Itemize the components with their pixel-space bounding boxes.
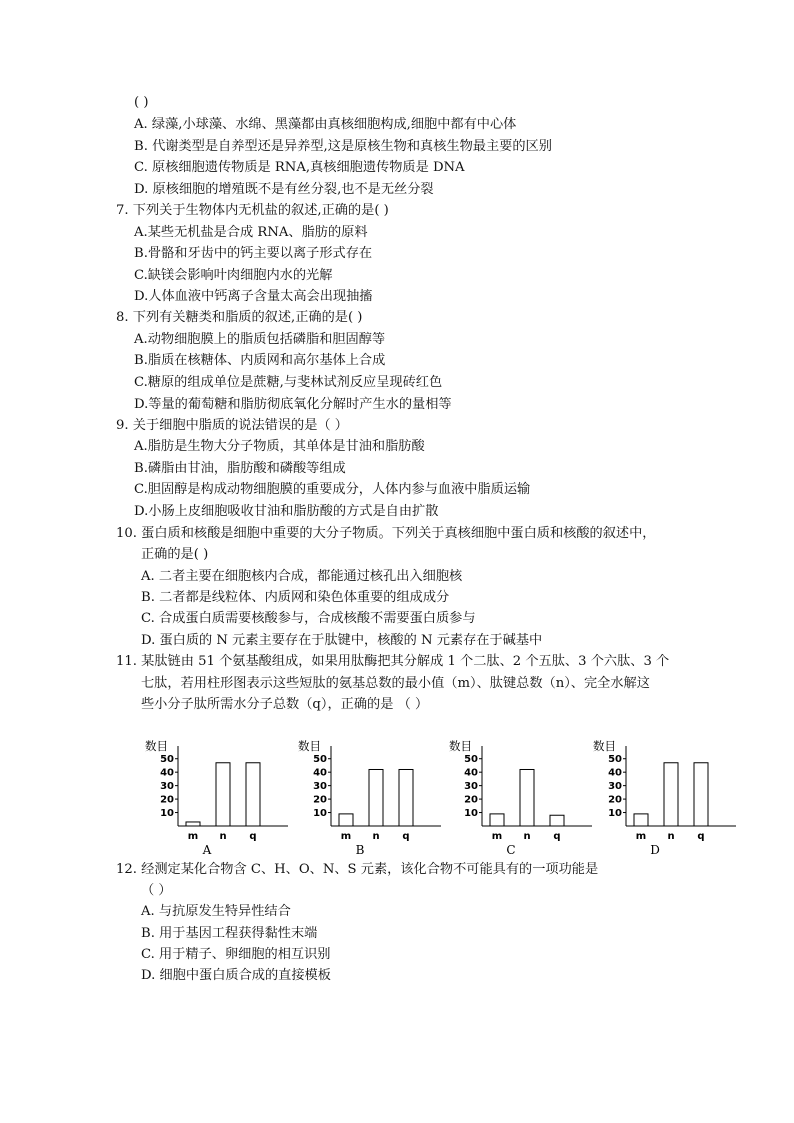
chart-b-tick-label: 30 [313,781,327,793]
chart-d-tick-label: 20 [608,794,622,806]
chart-d-tick-label: 40 [608,767,622,779]
chart-a-bar-n [216,763,230,826]
q8-option-a: A.动物细胞膜上的脂质包括磷脂和胆固醇等 [134,332,386,347]
chart-d-ylabel: 数目 [593,739,616,753]
q12-option-a: A. 与抗原发生特异性结合 [141,904,291,919]
q10-stem-continued: 正确的是( ) [141,547,209,562]
chart-a-bar-q [246,763,260,826]
chart-a-bar-m [186,822,200,826]
q9-option-c: C.胆固醇是构成动物细胞膜的重要成分，人体内参与血液中脂质运输 [134,482,531,497]
q8-option-b: B.脂质在核糖体、内质网和高尔基体上合成 [134,353,386,368]
chart-a [142,738,292,857]
chart-a-ylabel: 数目 [145,739,168,753]
chart-c-bar-m [490,814,504,826]
chart-a-tick-label: 20 [160,794,174,806]
chart-b-tick-label: 40 [313,767,327,779]
chart-a-tick-label: 30 [160,781,174,793]
chart-d-svg [590,738,740,857]
q7-option-d: D.人体血液中钙离子含量太高会出现抽搐 [134,289,373,304]
chart-b-category-label: n [372,831,380,842]
chart-c-ylabel: 数目 [449,739,472,753]
chart-a-tick-label: 50 [160,754,174,766]
q6-option-c: C. 原核细胞遗传物质是 RNA,真核细胞遗传物质是 DNA [134,160,465,175]
chart-b-ylabel: 数目 [298,739,321,753]
q9-option-a: A.脂肪是生物大分子物质，其单体是甘油和脂肪酸 [134,439,425,454]
chart-c-tick-label: 10 [464,808,478,820]
q6-option-a: A. 绿藻,小球藻、水绵、黑藻都由真核细胞构成,细胞中都有中心体 [134,117,517,132]
q12-stem: 12. 经测定某化合物含 C、H、O、N、S 元素，该化合物不可能具有的一项功能是 [116,862,599,877]
chart-d-tick-label: 10 [608,808,622,820]
chart-b-tick-label: 20 [313,794,327,806]
chart-b-bar-q [399,769,413,826]
chart-c-bar-q [550,815,564,826]
q7-stem: 7. 下列关于生物体内无机盐的叙述,正确的是( ) [116,203,389,218]
q10-option-d: D. 蛋白质的 N 元素主要存在于肽键中，核酸的 N 元素存在于碱基中 [141,633,543,648]
chart-d-tick-label: 50 [608,754,622,766]
q8-option-c: C.糖原的组成单位是蔗糖,与斐林试剂反应呈现砖红色 [134,375,443,390]
q7-option-c: C.缺镁会影响叶肉细胞内水的光解 [134,268,333,283]
chart-d [590,738,740,857]
chart-c-category-label: q [553,831,561,842]
chart-d-bar-m [634,814,648,826]
chart-d-option-label: D [650,843,660,857]
q10-stem: 10. 蛋白质和核酸是细胞中重要的大分子物质。下列关于真核细胞中蛋白质和核酸的叙述中， [116,526,656,541]
chart-c [446,738,596,857]
chart-b-bar-m [339,814,353,826]
chart-b-option-label: B [355,843,365,857]
chart-a-category-label: m [187,831,199,842]
q10-option-b: B. 二者都是线粒体、内质网和染色体重要的组成成分 [141,590,450,605]
chart-b [295,738,445,857]
chart-d-category-label: q [697,831,705,842]
q6-bracket: ( ) [134,95,149,110]
chart-c-tick-label: 40 [464,767,478,779]
chart-d-category-label: n [667,831,675,842]
chart-b-tick-label: 50 [313,754,327,766]
chart-c-tick-label: 50 [464,754,478,766]
chart-c-category-label: m [491,831,503,842]
chart-b-tick-label: 10 [313,808,327,820]
chart-d-category-label: m [635,831,647,842]
chart-c-tick-label: 30 [464,781,478,793]
q8-option-d: D.等量的葡萄糖和脂肪彻底氧化分解时产生水的量相等 [134,397,452,412]
chart-b-category-label: q [402,831,410,842]
chart-c-svg [446,738,596,857]
q10-option-a: A. 二者主要在细胞核内合成，都能通过核孔出入细胞核 [141,569,463,584]
q12-option-c: C. 用于精子、卵细胞的相互识别 [141,947,331,962]
chart-c-category-label: n [523,831,531,842]
q9-stem: 9. 关于细胞中脂质的说法错误的是（ ） [116,418,348,433]
chart-a-option-label: A [202,843,212,857]
chart-a-category-label: q [249,831,257,842]
chart-c-tick-label: 20 [464,794,478,806]
q6-option-d: D. 原核细胞的增殖既不是有丝分裂,也不是无丝分裂 [134,182,434,197]
chart-a-svg [142,738,292,857]
chart-a-category-label: n [219,831,227,842]
q7-option-b: B.骨骼和牙齿中的钙主要以离子形式存在 [134,246,373,261]
q7-option-a: A.某些无机盐是合成 RNA、脂肪的原料 [134,225,368,240]
q11-line-3: 些小分子肽所需水分子总数（q），正确的是 （ ） [141,697,429,712]
chart-a-tick-label: 10 [160,808,174,820]
chart-c-bar-n [520,769,534,826]
q12-option-b: B. 用于基因工程获得黏性末端 [141,926,318,941]
q11-line-1: 11. 某肽链由 51 个氨基酸组成，如果用肽酶把其分解成 1 个二肽、2 个五肽、3 个六肽、3 个 [116,654,670,669]
chart-b-svg [295,738,445,857]
q9-option-b: B.磷脂由甘油，脂肪酸和磷酸等组成 [134,461,346,476]
q6-option-b: B. 代谢类型是自养型还是异养型,这是原核生物和真核生物最主要的区别 [134,139,552,154]
chart-c-option-label: C [506,843,516,857]
q12-option-d: D. 细胞中蛋白质合成的直接模板 [141,968,331,983]
chart-a-tick-label: 40 [160,767,174,779]
q12-bracket: （ ） [141,883,172,898]
chart-d-bar-n [664,763,678,826]
chart-d-tick-label: 30 [608,781,622,793]
q10-option-c: C. 合成蛋白质需要核酸参与，合成核酸不需要蛋白质参与 [141,611,476,626]
q11-line-2: 七肽，若用柱形图表示这些短肽的氨基总数的最小值（m）、肽键总数（n）、完全水解这 [141,676,650,691]
chart-d-bar-q [694,763,708,826]
q8-stem: 8. 下列有关糖类和脂质的叙述,正确的是( ) [116,310,363,325]
chart-b-bar-n [369,769,383,826]
chart-b-category-label: m [340,831,352,842]
q9-option-d: D.小肠上皮细胞吸收甘油和脂肪酸的方式是自由扩散 [134,504,439,519]
